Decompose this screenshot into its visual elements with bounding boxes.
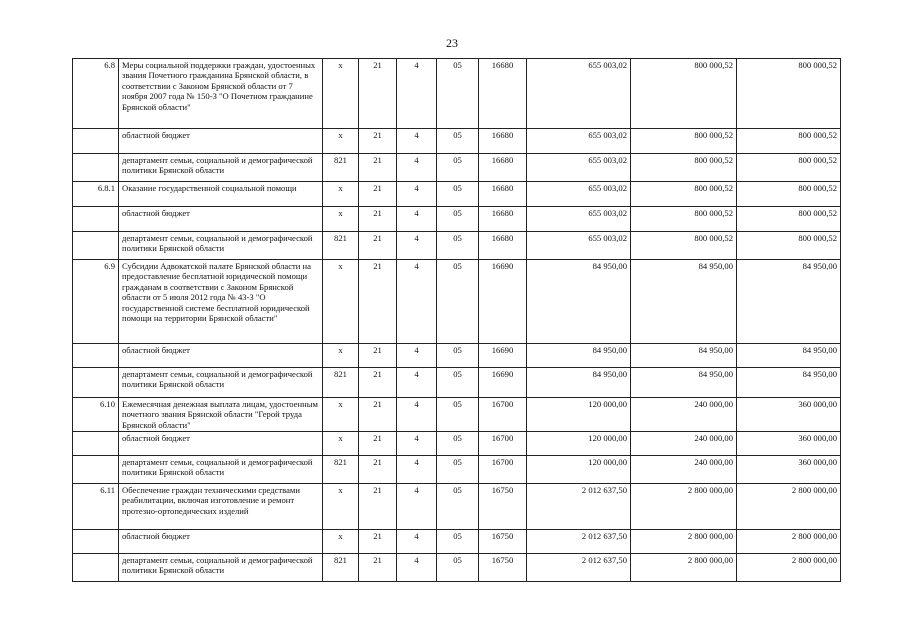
program-code-cell: 05 [437,398,479,432]
table-row [73,368,841,398]
program-code-cell: 05 [437,154,479,182]
table-row [73,260,841,344]
amount-year3-cell: 2 800 000,00 [737,530,841,554]
amount-year1-cell: 655 003,02 [527,232,631,260]
grbs-code-cell: х [323,129,359,154]
row-number-cell [73,456,119,484]
grbs-code-cell: 821 [323,154,359,182]
amount-year1-cell: 655 003,02 [527,129,631,154]
section-code-cell: 21 [359,154,397,182]
amount-year1-cell: 120 000,00 [527,398,631,432]
grbs-code-cell: х [323,484,359,530]
amount-year2-cell: 800 000,52 [631,232,737,260]
amount-year1-cell: 655 003,02 [527,59,631,129]
table-row [73,154,841,182]
section-code-cell: 21 [359,368,397,398]
target-article-cell: 16690 [479,260,527,344]
amount-year1-cell: 655 003,02 [527,207,631,232]
table-row [73,530,841,554]
row-number-cell: 6.10 [73,398,119,432]
amount-year3-cell: 360 000,00 [737,398,841,432]
page-number: 23 [446,36,458,50]
target-article-cell: 16750 [479,484,527,530]
amount-year2-cell: 800 000,52 [631,59,737,129]
grbs-code-cell: 821 [323,368,359,398]
row-number-cell: 6.9 [73,260,119,344]
section-code-cell: 21 [359,530,397,554]
subsection-code-cell: 4 [397,432,437,456]
grbs-code-cell: х [323,344,359,368]
grbs-code-cell: х [323,59,359,129]
amount-year2-cell: 240 000,00 [631,456,737,484]
table-row [73,232,841,260]
row-name-cell: Субсидии Адвокатской палате Брянской области на предоставление бесплатной юридической помощи гражданам в соответствии с Законом Брянской области от 5 июля 2012 года № 43-З "О государственной системе бесплатной юридической помощи на территории Брянской области" [119,260,323,344]
program-code-cell: 05 [437,554,479,582]
row-name-cell: департамент семьи, социальной и демографической политики Брянской области [119,232,323,260]
row-number-cell [73,154,119,182]
row-number-cell [73,129,119,154]
amount-year1-cell: 120 000,00 [527,432,631,456]
row-name-cell: Меры социальной поддержки граждан, удостоенных звания Почетного гражданина Брянской области, в соответствии с Законом Брянской области от 7 ноября 2007 года № 150-З "О Почетном гражданине Брянской области" [119,59,323,129]
program-code-cell: 05 [437,232,479,260]
budget-table [72,58,841,582]
subsection-code-cell: 4 [397,207,437,232]
table-body [73,59,841,582]
section-code-cell: 21 [359,344,397,368]
section-code-cell: 21 [359,182,397,207]
section-code-cell: 21 [359,260,397,344]
target-article-cell: 16700 [479,432,527,456]
section-code-cell: 21 [359,129,397,154]
grbs-code-cell: х [323,398,359,432]
section-code-cell: 21 [359,59,397,129]
target-article-cell: 16680 [479,59,527,129]
row-number-cell [73,207,119,232]
amount-year1-cell: 120 000,00 [527,456,631,484]
target-article-cell: 16700 [479,398,527,432]
amount-year2-cell: 84 950,00 [631,344,737,368]
amount-year2-cell: 84 950,00 [631,260,737,344]
row-number-cell [73,344,119,368]
subsection-code-cell: 4 [397,129,437,154]
amount-year2-cell: 2 800 000,00 [631,484,737,530]
subsection-code-cell: 4 [397,344,437,368]
grbs-code-cell: х [323,530,359,554]
target-article-cell: 16750 [479,530,527,554]
table-row [73,59,841,129]
table-row [73,344,841,368]
grbs-code-cell: х [323,432,359,456]
row-name-cell: областной бюджет [119,530,323,554]
subsection-code-cell: 4 [397,154,437,182]
row-number-cell: 6.8 [73,59,119,129]
table-row [73,207,841,232]
target-article-cell: 16680 [479,129,527,154]
target-article-cell: 16690 [479,368,527,398]
row-name-cell: областной бюджет [119,432,323,456]
target-article-cell: 16680 [479,182,527,207]
subsection-code-cell: 4 [397,530,437,554]
amount-year1-cell: 2 012 637,50 [527,484,631,530]
target-article-cell: 16690 [479,344,527,368]
row-name-cell: департамент семьи, социальной и демографической политики Брянской области [119,554,323,582]
amount-year2-cell: 800 000,52 [631,129,737,154]
section-code-cell: 21 [359,484,397,530]
program-code-cell: 05 [437,368,479,398]
table-row [73,484,841,530]
subsection-code-cell: 4 [397,232,437,260]
amount-year3-cell: 84 950,00 [737,344,841,368]
subsection-code-cell: 4 [397,182,437,207]
subsection-code-cell: 4 [397,59,437,129]
subsection-code-cell: 4 [397,260,437,344]
amount-year2-cell: 84 950,00 [631,368,737,398]
grbs-code-cell: х [323,182,359,207]
amount-year3-cell: 360 000,00 [737,456,841,484]
program-code-cell: 05 [437,484,479,530]
amount-year3-cell: 2 800 000,00 [737,484,841,530]
program-code-cell: 05 [437,344,479,368]
subsection-code-cell: 4 [397,398,437,432]
row-number-cell: 6.8.1 [73,182,119,207]
row-name-cell: областной бюджет [119,129,323,154]
amount-year2-cell: 240 000,00 [631,432,737,456]
amount-year2-cell: 800 000,52 [631,207,737,232]
subsection-code-cell: 4 [397,456,437,484]
amount-year3-cell: 800 000,52 [737,182,841,207]
table-row [73,432,841,456]
grbs-code-cell: 821 [323,232,359,260]
row-name-cell: Ежемесячная денежная выплата лицам, удостоенным почетного звания Брянской области "Герой труда Брянской области" [119,398,323,432]
amount-year3-cell: 800 000,52 [737,59,841,129]
subsection-code-cell: 4 [397,554,437,582]
subsection-code-cell: 4 [397,368,437,398]
program-code-cell: 05 [437,59,479,129]
row-name-cell: департамент семьи, социальной и демографической политики Брянской области [119,368,323,398]
row-name-cell: областной бюджет [119,207,323,232]
target-article-cell: 16750 [479,554,527,582]
program-code-cell: 05 [437,260,479,344]
amount-year3-cell: 800 000,52 [737,207,841,232]
grbs-code-cell: 821 [323,554,359,582]
row-name-cell: департамент семьи, социальной и демографической политики Брянской области [119,456,323,484]
target-article-cell: 16680 [479,154,527,182]
section-code-cell: 21 [359,207,397,232]
row-number-cell [73,368,119,398]
row-number-cell [73,530,119,554]
row-name-cell: департамент семьи, социальной и демографической политики Брянской области [119,154,323,182]
table-row [73,182,841,207]
row-number-cell [73,432,119,456]
table-row [73,129,841,154]
table-row [73,398,841,432]
table-row [73,456,841,484]
grbs-code-cell: х [323,260,359,344]
amount-year2-cell: 800 000,52 [631,182,737,207]
section-code-cell: 21 [359,554,397,582]
row-number-cell [73,232,119,260]
section-code-cell: 21 [359,232,397,260]
row-number-cell [73,554,119,582]
grbs-code-cell: 821 [323,456,359,484]
row-number-cell: 6.11 [73,484,119,530]
amount-year2-cell: 2 800 000,00 [631,554,737,582]
amount-year1-cell: 84 950,00 [527,368,631,398]
amount-year2-cell: 240 000,00 [631,398,737,432]
amount-year3-cell: 84 950,00 [737,260,841,344]
table-row [73,554,841,582]
amount-year3-cell: 84 950,00 [737,368,841,398]
amount-year3-cell: 360 000,00 [737,432,841,456]
target-article-cell: 16680 [479,232,527,260]
amount-year2-cell: 800 000,52 [631,154,737,182]
section-code-cell: 21 [359,398,397,432]
amount-year1-cell: 2 012 637,50 [527,530,631,554]
amount-year3-cell: 2 800 000,00 [737,554,841,582]
program-code-cell: 05 [437,530,479,554]
amount-year1-cell: 84 950,00 [527,344,631,368]
program-code-cell: 05 [437,182,479,207]
program-code-cell: 05 [437,207,479,232]
row-name-cell: областной бюджет [119,344,323,368]
grbs-code-cell: х [323,207,359,232]
row-name-cell: Оказание государственной социальной помощи [119,182,323,207]
amount-year2-cell: 2 800 000,00 [631,530,737,554]
row-name-cell: Обеспечение граждан техническими средствами реабилитации, включая изготовление и ремонт протезно-ортопедических изделий [119,484,323,530]
section-code-cell: 21 [359,456,397,484]
section-code-cell: 21 [359,432,397,456]
amount-year3-cell: 800 000,52 [737,232,841,260]
program-code-cell: 05 [437,129,479,154]
amount-year3-cell: 800 000,52 [737,154,841,182]
amount-year1-cell: 84 950,00 [527,260,631,344]
target-article-cell: 16680 [479,207,527,232]
program-code-cell: 05 [437,432,479,456]
program-code-cell: 05 [437,456,479,484]
amount-year1-cell: 655 003,02 [527,182,631,207]
amount-year1-cell: 2 012 637,50 [527,554,631,582]
subsection-code-cell: 4 [397,484,437,530]
target-article-cell: 16700 [479,456,527,484]
amount-year1-cell: 655 003,02 [527,154,631,182]
amount-year3-cell: 800 000,52 [737,129,841,154]
